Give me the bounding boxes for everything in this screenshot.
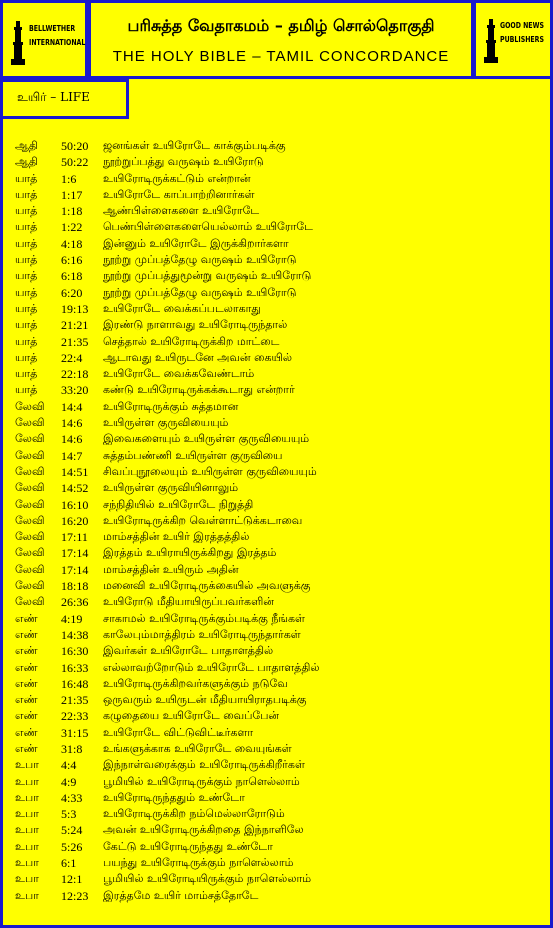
book-abbreviation: யாத் (15, 383, 38, 397)
concordance-row (15, 774, 545, 790)
bellwether-logo (3, 3, 85, 76)
verse-reference: 14:7 (61, 448, 83, 463)
verse-reference: 14:52 (61, 481, 89, 496)
concordance-row (15, 594, 545, 610)
verse-excerpt: ஆடாவது உயிருடனே அவன் கையில் (103, 350, 292, 364)
verse-excerpt: மனைவி உயிரோடிருக்கையில் அவளுக்கு (103, 579, 311, 593)
concordance-row (15, 692, 545, 708)
verse-reference: 14:4 (61, 399, 83, 414)
concordance-row (15, 187, 545, 203)
book-abbreviation: எண் (15, 693, 38, 707)
concordance-row (15, 545, 545, 561)
concordance-row (15, 203, 545, 219)
verse-excerpt: உயிருள்ள குருவியையும் (103, 416, 229, 430)
concordance-row (15, 399, 545, 415)
book-abbreviation: உபா (15, 790, 39, 804)
verse-excerpt: ஒருவரும் உயிருடன் மீதியாயிராதபடிக்கு (103, 693, 307, 707)
verse-reference: 17:14 (61, 546, 89, 561)
logo-line: BELLWETHER (29, 24, 76, 33)
verse-excerpt: இரண்டு நாளாவது உயிரோடிருந்தால் (103, 318, 288, 332)
book-abbreviation: லேவி (15, 530, 45, 544)
book-abbreviation: உபா (15, 856, 39, 870)
verse-excerpt: கண்டு உயிரோடிருக்கக்கூடாது என்றார் (103, 383, 295, 397)
book-abbreviation: ஆதி (15, 139, 38, 152)
book-abbreviation: எண் (15, 676, 38, 690)
book-abbreviation: லேவி (15, 579, 45, 593)
verse-reference: 31:8 (61, 741, 83, 756)
concordance-row (15, 578, 545, 594)
concordance-row (15, 171, 545, 187)
concordance-row (15, 382, 545, 398)
concordance-list (15, 138, 545, 904)
verse-excerpt: நூற்றுப்பத்து வருஷம் உயிரோடு (103, 155, 264, 169)
book-abbreviation: எண் (15, 644, 38, 658)
book-abbreviation: லேவி (15, 562, 45, 576)
verse-excerpt: இவர்கள் உயிரோடே பாதாளத்தில் (103, 644, 274, 658)
concordance-row (15, 790, 545, 806)
verse-reference: 50:20 (61, 139, 89, 153)
verse-reference: 14:6 (61, 432, 83, 447)
verse-reference: 17:11 (61, 530, 88, 545)
concordance-row (15, 839, 545, 855)
section-heading-box (0, 79, 129, 119)
verse-reference: 22:18 (61, 367, 89, 382)
verse-reference: 33:20 (61, 383, 89, 398)
verse-excerpt: பூமியில் உயிரோடியிருக்கும் நாளெல்லாம் (103, 872, 312, 886)
verse-excerpt: உயிரோடே வைக்கப்படலாகாது (103, 301, 261, 315)
book-abbreviation: யாத் (15, 269, 38, 283)
verse-excerpt: பூமியில் உயிரோடிருக்கும் நாளெல்லாம் (103, 774, 300, 788)
concordance-row (15, 415, 545, 431)
verse-excerpt: உயிரோடிருக்கிற நம்மெல்லாரோடும் (103, 807, 285, 821)
verse-excerpt: நூற்று முப்பத்துமூன்று வருஷம் உயிரோடு (103, 269, 312, 283)
verse-reference: 16:10 (61, 497, 89, 512)
verse-reference: 22:33 (61, 709, 89, 724)
concordance-row (15, 431, 545, 447)
concordance-row (15, 350, 545, 366)
verse-excerpt: பயந்து உயிரோடிருக்கும் நாளெல்லாம் (103, 856, 294, 870)
verse-excerpt: உயிரோடே விட்டுவிட்டீர்களா (103, 725, 254, 739)
logo-line: INTERNATIONAL (29, 38, 86, 47)
verse-excerpt: உயிரோடே வைக்கவேண்டாம் (103, 367, 255, 381)
book-abbreviation: உபா (15, 807, 39, 821)
concordance-row (15, 529, 545, 545)
concordance-row (15, 464, 545, 480)
book-abbreviation: யாத் (15, 318, 38, 332)
verse-reference: 5:26 (61, 839, 83, 854)
verse-reference: 50:22 (61, 155, 89, 170)
verse-reference: 16:33 (61, 660, 89, 675)
verse-reference: 6:1 (61, 856, 77, 871)
verse-reference: 4:4 (61, 758, 77, 773)
book-abbreviation: யாத் (15, 171, 38, 185)
verse-reference: 4:19 (61, 611, 83, 626)
book-abbreviation: லேவி (15, 399, 45, 413)
tower-icon (11, 21, 25, 65)
verse-excerpt: சாகாமல் உயிரோடிருக்கும்படிக்கு நீங்கள் (103, 611, 305, 625)
book-abbreviation: எண் (15, 741, 38, 755)
book-abbreviation: யாத் (15, 367, 38, 381)
concordance-row (15, 448, 545, 464)
verse-excerpt: காலேபும்மாத்திரம் உயிரோடிருந்தார்கள் (103, 627, 301, 641)
verse-excerpt: இவைகளையும் உயிருள்ள குருவியையும் (103, 432, 310, 446)
concordance-row (15, 480, 545, 496)
section-heading: உயிர் – LIFE (17, 90, 90, 104)
verse-excerpt: செத்தால் உயிரோடிருக்கிற மாட்டை (103, 334, 280, 348)
verse-reference: 5:24 (61, 823, 83, 838)
verse-excerpt: உயிரோடே காப்பாற்றினார்கள் (103, 187, 255, 201)
concordance-row (15, 741, 545, 757)
logo-text (500, 19, 544, 47)
concordance-row (15, 611, 545, 627)
verse-excerpt: கழுதையை உயிரோடே வைப்பேன் (103, 709, 280, 723)
logo-text (29, 22, 85, 50)
book-abbreviation: உபா (15, 758, 39, 772)
concordance-row (15, 317, 545, 333)
concordance-row (15, 497, 545, 513)
verse-excerpt: நூற்று முப்பத்தேழு வருஷம் உயிரோடு (103, 253, 297, 267)
verse-excerpt: கேட்டு உயிரோடிருந்தது உண்டோ (103, 839, 273, 853)
concordance-row (15, 822, 545, 838)
book-abbreviation: லேவி (15, 481, 45, 495)
verse-excerpt: உயிரோடிருக்கிறவர்களுக்கும் நடுவே (103, 676, 288, 690)
verse-reference: 17:14 (61, 562, 89, 577)
verse-reference: 14:6 (61, 416, 83, 431)
verse-excerpt: சிவப்புநூலையும் உயிருள்ள குருவியையும் (103, 464, 317, 478)
book-abbreviation: யாத் (15, 187, 38, 201)
book-abbreviation: உபா (15, 888, 39, 902)
concordance-row (15, 806, 545, 822)
book-abbreviation: உபா (15, 823, 39, 837)
concordance-row (15, 888, 545, 904)
verse-reference: 1:6 (61, 171, 77, 186)
verse-reference: 4:33 (61, 790, 83, 805)
book-abbreviation: யாத் (15, 220, 38, 234)
good-news-logo (476, 3, 550, 76)
verse-reference: 14:51 (61, 464, 89, 479)
verse-excerpt: சுத்தம்பண்ணி உயிருள்ள குருவியை (103, 448, 283, 462)
verse-excerpt: உயிரோடிருந்ததும் உண்டோ (103, 790, 245, 804)
verse-reference: 21:35 (61, 693, 89, 708)
concordance-row (15, 627, 545, 643)
verse-excerpt: ஜனங்கள் உயிரோடே காக்கும்படிக்கு (103, 139, 286, 152)
verse-excerpt: ஆண்பிள்ளைகளை உயிரோடே (103, 204, 260, 218)
verse-reference: 12:1 (61, 872, 83, 887)
verse-reference: 1:18 (61, 204, 83, 219)
verse-reference: 19:13 (61, 301, 89, 316)
verse-excerpt: உயிரோடிருக்கும் சுத்தமான (103, 399, 239, 413)
verse-excerpt: மாம்சத்தின் உயிரும் அதின் (103, 562, 239, 576)
verse-excerpt: இரத்தமே உயிர் மாம்சத்தோடே (103, 888, 259, 902)
verse-excerpt: அவன் உயிரோடிருக்கிறதை இந்நாளிலே (103, 823, 304, 837)
concordance-row (15, 236, 545, 252)
book-abbreviation: எண் (15, 725, 38, 739)
book-abbreviation: யாத் (15, 301, 38, 315)
verse-reference: 16:20 (61, 513, 89, 528)
verse-reference: 21:21 (61, 318, 89, 333)
concordance-row (15, 301, 545, 317)
verse-reference: 16:30 (61, 644, 89, 659)
book-abbreviation: லேவி (15, 416, 45, 430)
concordance-row (15, 154, 545, 170)
verse-reference: 5:3 (61, 807, 77, 822)
verse-excerpt: இன்னும் உயிரோடே இருக்கிறார்களா (103, 236, 289, 250)
verse-reference: 6:20 (61, 285, 83, 300)
verse-excerpt: இரத்தம் உயிராயிருக்கிறது இரத்தம் (103, 546, 277, 560)
book-abbreviation: ஆதி (15, 155, 38, 169)
concordance-row (15, 757, 545, 773)
book-abbreviation: லேவி (15, 432, 45, 446)
concordance-row (15, 643, 545, 659)
verse-excerpt: இந்நாள்வரைக்கும் உயிரோடிருக்கிறீர்கள் (103, 758, 305, 772)
concordance-row (15, 660, 545, 676)
book-abbreviation: எண் (15, 611, 38, 625)
logo-line: GOOD NEWS (500, 21, 544, 30)
verse-reference: 16:48 (61, 676, 89, 691)
concordance-row (15, 855, 545, 871)
verse-reference: 22:4 (61, 350, 83, 365)
concordance-row (15, 725, 545, 741)
concordance-row (15, 334, 545, 350)
book-abbreviation: யாத் (15, 285, 38, 299)
book-abbreviation: லேவி (15, 464, 45, 478)
verse-excerpt: உங்களுக்காக உயிரோடே வையுங்கள் (103, 741, 292, 755)
book-abbreviation: யாத் (15, 236, 38, 250)
concordance-row (15, 285, 545, 301)
verse-excerpt: நூற்று முப்பத்தேழு வருஷம் உயிரோடு (103, 285, 297, 299)
publisher-logo-right (473, 0, 553, 79)
title-tamil: பரிசுத்த வேதாகமம் – தமிழ் சொல்தொகுதி (127, 16, 435, 35)
book-abbreviation: யாத் (15, 334, 38, 348)
book-abbreviation: லேவி (15, 546, 45, 560)
verse-reference: 6:18 (61, 269, 83, 284)
publisher-logo-left (0, 0, 88, 79)
verse-reference: 12:23 (61, 888, 89, 903)
verse-excerpt: உயிரோடிருக்கிற வெள்ளாட்டுக்கடாவை (103, 513, 303, 527)
book-abbreviation: எண் (15, 627, 38, 641)
concordance-row (15, 676, 545, 692)
logo-line: PUBLISHERS (500, 35, 544, 44)
book-abbreviation: உபா (15, 839, 39, 853)
verse-excerpt: உயிரோடிருக்கட்டும் என்றான் (103, 171, 251, 185)
verse-reference: 26:36 (61, 595, 89, 610)
concordance-row (15, 252, 545, 268)
book-abbreviation: எண் (15, 709, 38, 723)
verse-excerpt: மாம்சத்தின் உயிர் இரத்தத்தில் (103, 530, 250, 544)
verse-excerpt: எல்லாவற்றோடும் உயிரோடே பாதாளத்தில் (103, 660, 320, 674)
concordance-row (15, 268, 545, 284)
book-abbreviation: யாத் (15, 204, 38, 218)
verse-excerpt: சந்நிதியில் உயிரோடே நிறுத்தி (103, 497, 254, 511)
verse-reference: 14:38 (61, 627, 89, 642)
book-abbreviation: உபா (15, 774, 39, 788)
book-abbreviation: யாத் (15, 350, 38, 364)
book-abbreviation: யாத் (15, 253, 38, 267)
tower-icon (484, 19, 498, 63)
concordance-row (15, 562, 545, 578)
title-banner (88, 0, 474, 79)
title-english: THE HOLY BIBLE – TAMIL CONCORDANCE (112, 48, 450, 65)
book-abbreviation: லேவி (15, 595, 45, 609)
verse-excerpt: பெண்பிள்ளைகளையெல்லாம் உயிரோடே (103, 220, 313, 234)
verse-reference: 31:15 (61, 725, 89, 740)
concordance-row (15, 138, 545, 154)
book-abbreviation: லேவி (15, 513, 45, 527)
concordance-row (15, 871, 545, 887)
book-abbreviation: உபா (15, 872, 39, 886)
concordance-row (15, 366, 545, 382)
concordance-row (15, 513, 545, 529)
verse-reference: 6:16 (61, 253, 83, 268)
book-abbreviation: எண் (15, 660, 38, 674)
book-abbreviation: லேவி (15, 497, 45, 511)
verse-reference: 18:18 (61, 579, 89, 594)
verse-reference: 4:18 (61, 236, 83, 251)
verse-reference: 1:17 (61, 187, 83, 202)
verse-reference: 21:35 (61, 334, 89, 349)
verse-excerpt: உயிருள்ள குருவியினாலும் (103, 481, 239, 495)
verse-reference: 4:9 (61, 774, 77, 789)
concordance-row (15, 708, 545, 724)
concordance-row (15, 219, 545, 235)
book-abbreviation: லேவி (15, 448, 45, 462)
verse-excerpt: உயிரோடு மீதியாயிருப்பவர்களின் (103, 595, 274, 609)
verse-reference: 1:22 (61, 220, 83, 235)
